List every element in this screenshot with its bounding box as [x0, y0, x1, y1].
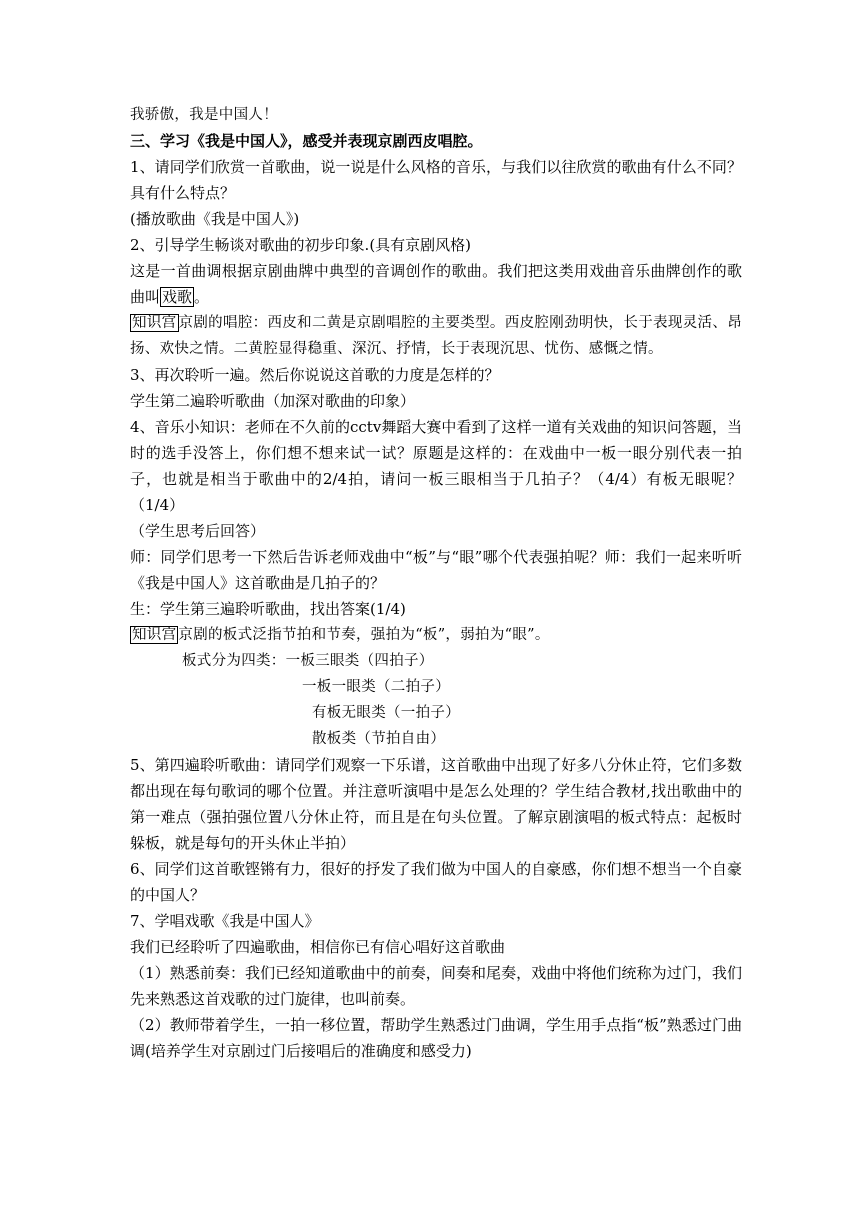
list-item: 一板一眼类（二拍子）: [302, 679, 450, 695]
knowledge-paragraph: [130, 622, 742, 648]
list-item: 板式分为四类：一板三眼类（四拍子）: [182, 653, 434, 669]
paragraph: 4、音乐小知识：老师在不久前的cctv舞蹈大赛中看到了这样一道有关戏曲的知识问答题，当时的选手没答上，你们想不想来试一试？原题是这样的：在戏曲中一板一眼分别代表一拍子，也就是相当于歌曲中的2/4拍，请问一板三眼相当于几拍子？（4/4）有板无眼呢？（1/4）: [130, 418, 742, 514]
list-item: 散板类（节拍自由）: [312, 731, 446, 747]
paragraph: 3、再次聆听一遍。然后你说说这首歌的力度是怎样的？: [130, 366, 500, 384]
section-heading: 三、学习《我是中国人》，感受并表现京剧西皮唱腔。: [130, 132, 483, 150]
term-box: 戏歌: [162, 288, 193, 306]
desc-text: 这是一首曲调根据京剧曲牌中典型的音调创作的歌曲。我们把这类用戏曲音乐曲牌创作的歌曲叫: [130, 262, 742, 306]
knowledge-text: 京剧的板式泛指节拍和节奏，强拍为“板”，弱拍为“眼”。: [178, 627, 550, 643]
knowledge-paragraph: [130, 310, 742, 362]
knowledge-label: 知识宫: [132, 627, 177, 643]
paragraph: （学生思考后回答）: [130, 522, 266, 540]
paragraph: 生：学生第三遍聆听歌曲，找出答案(1/4): [130, 600, 406, 618]
paragraph: 1、请同学们欣赏一首歌曲，说一说是什么风格的音乐，与我们以往欣赏的歌曲有什么不同？具有什么特点？: [130, 158, 742, 202]
paragraph: (播放歌曲《我是中国人》): [130, 210, 300, 228]
knowledge-text: 京剧的唱腔：西皮和二黄是京剧唱腔的主要类型。西皮腔刚劲明快，长于表现灵活、昂扬、欢快之情。二黄腔显得稳重、深沉、抒情，长于表现沉思、忧伤、感慨之情。: [130, 315, 742, 357]
paragraph: 6、同学们这首歌铿锵有力，很好的抒发了我们做为中国人的自豪感，你们想不想当一个自豪的中国人？: [130, 860, 742, 904]
knowledge-label: 知识宫: [132, 315, 177, 331]
paragraph: 师：同学们思考一下然后告诉老师戏曲中“板”与“眼”哪个代表强拍呢？师：我们一起来听听《我是中国人》这首歌曲是几拍子的？: [130, 548, 742, 592]
paragraph: 学生第二遍聆听歌曲（加深对歌曲的印象）: [130, 392, 416, 410]
paragraph: 5、第四遍聆听歌曲：请同学们观察一下乐谱，这首歌曲中出现了好多八分休止符，它们多数都出现在每句歌词的哪个位置。并注意听演唱中是怎么处理的？学生结合教材,找出歌曲中的第一难点（强拍强位置八分休止符，而且是在句头位置。了解京剧演唱的板式特点：起板时躲板，就是每句的开头休止半拍）: [130, 756, 742, 852]
paragraph: [130, 258, 742, 310]
paragraph: （1）熟悉前奏：我们已经知道歌曲中的前奏，间奏和尾奏，戏曲中将他们统称为过门，我们先来熟悉这首戏歌的过门旋律，也叫前奏。: [130, 964, 742, 1008]
desc-end: 。: [194, 288, 210, 306]
paragraph: 2、引导学生畅谈对歌曲的初步印象.(具有京剧风格): [130, 236, 472, 254]
text-line: 我骄傲，我是中国人！: [130, 107, 278, 123]
paragraph: 我们已经聆听了四遍歌曲，相信你已有信心唱好这首歌曲: [130, 938, 506, 956]
ban-list: [130, 648, 742, 752]
list-item: 有板无眼类（一拍子）: [312, 705, 460, 721]
paragraph: （2）教师带着学生，一拍一移位置，帮助学生熟悉过门曲调，学生用手点指“板”熟悉过门曲调(培养学生对京剧过门后接唱后的准确度和感受力): [130, 1016, 742, 1060]
paragraph: 7、学唱戏歌《我是中国人》: [130, 912, 320, 930]
document-page: [130, 102, 742, 1064]
